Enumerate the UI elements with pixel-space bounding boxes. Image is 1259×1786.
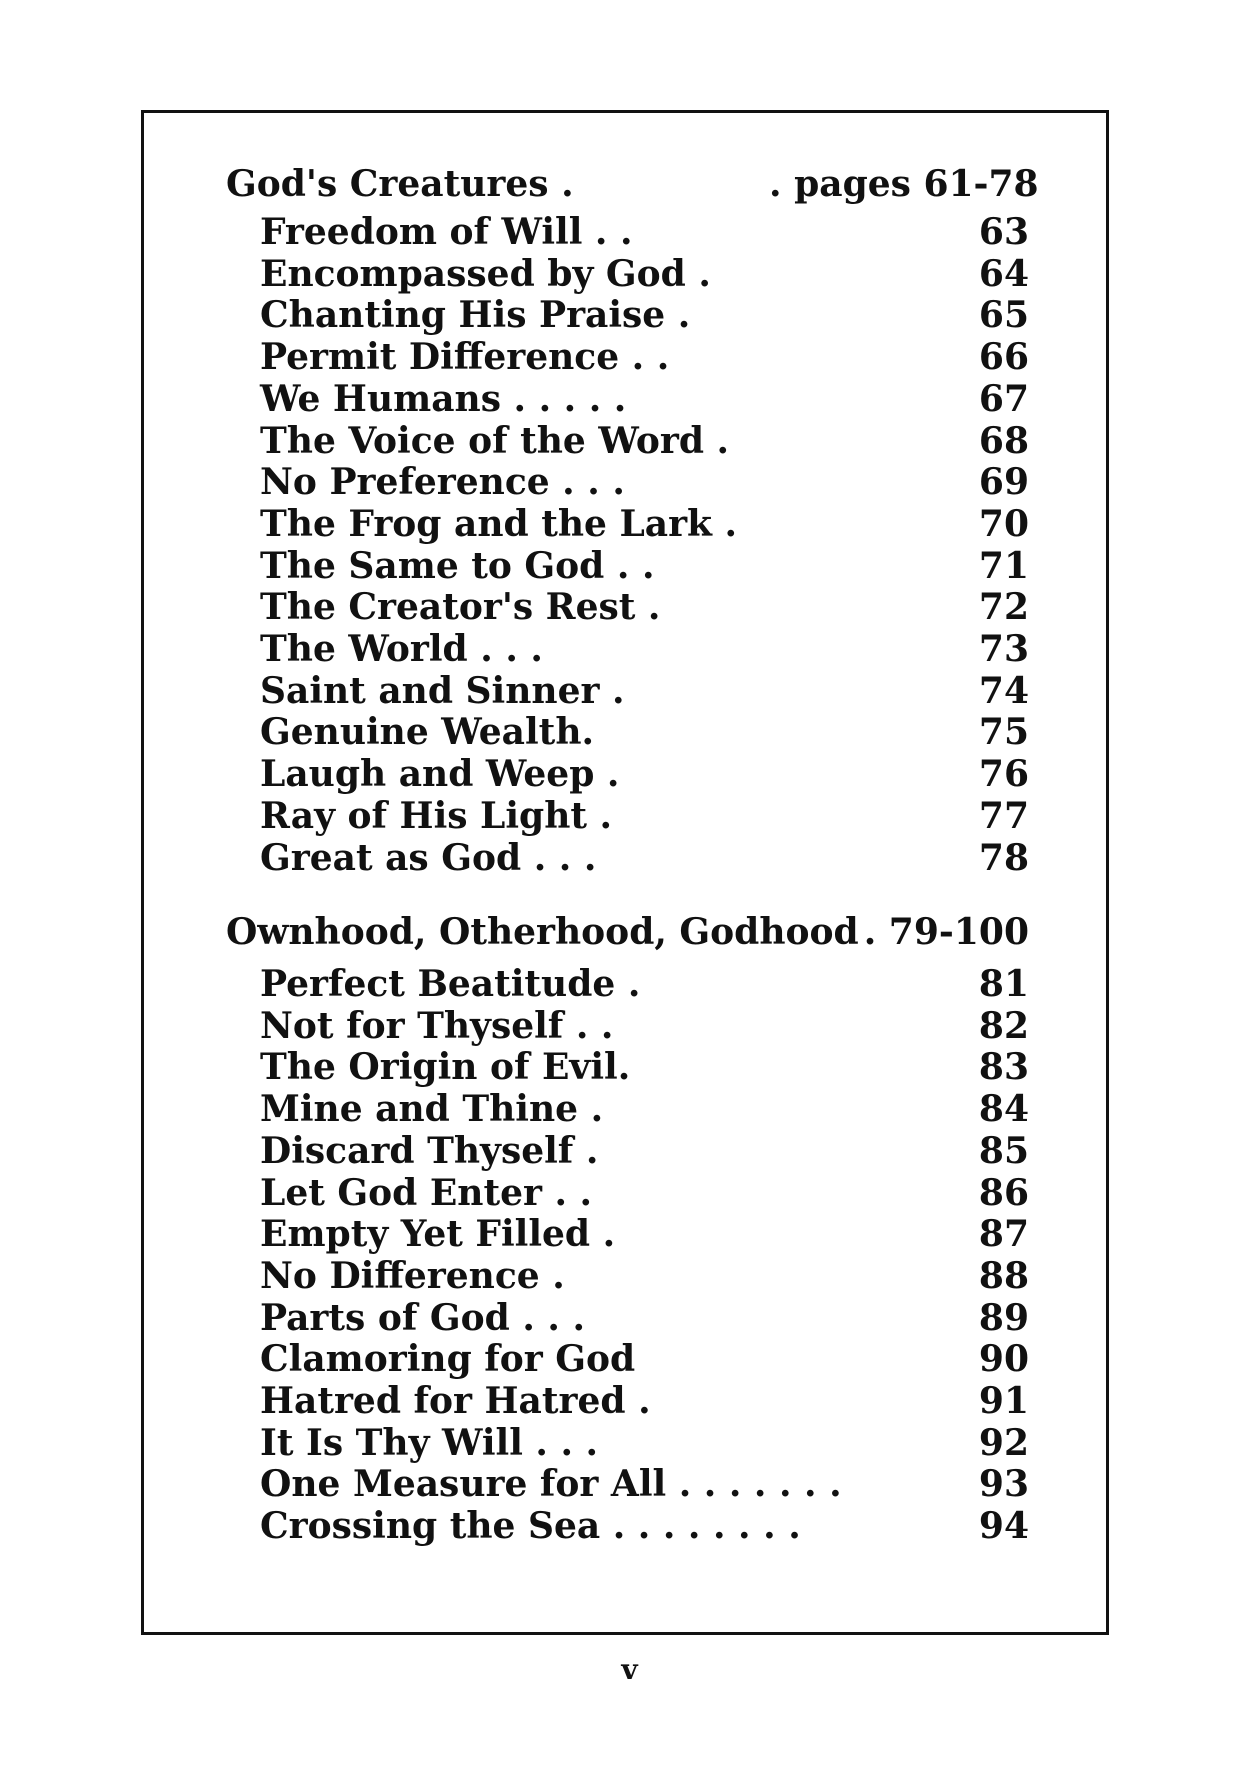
toc-entry-page: 69 — [978, 461, 1029, 503]
toc-entry-title: Crossing the Sea . . . . . . . . — [260, 1505, 801, 1547]
toc-entry-page: 71 — [978, 545, 1029, 587]
toc-entry-title: The Same to God . . — [260, 545, 655, 587]
toc-entry-page: 63 — [978, 211, 1029, 253]
toc-entry-title: Discard Thyself . — [260, 1130, 599, 1172]
toc-entry-title: Empty Yet Filled . — [260, 1213, 616, 1255]
toc-entry-title: One Measure for All . . . . . . . — [260, 1463, 842, 1505]
toc-entry-title: Perfect Beatitude . — [260, 963, 641, 1005]
toc-entry-title: Saint and Sinner . — [260, 670, 625, 712]
toc-entry-page: 91 — [978, 1380, 1029, 1422]
toc-entry-page: 94 — [978, 1505, 1029, 1547]
toc-entry-title: Not for Thyself . . — [260, 1005, 614, 1047]
toc-entry-title: Ray of His Light . — [260, 795, 613, 837]
toc-entry-title: The Creator's Rest . — [260, 586, 661, 628]
toc-entry-page: 72 — [978, 586, 1029, 628]
toc-entry-page: 77 — [978, 795, 1029, 837]
toc-entry-title: The Origin of Evil. — [260, 1046, 631, 1088]
toc-entry-page: 86 — [978, 1172, 1029, 1214]
section-heading: Ownhood, Otherhood, Godhood — [226, 911, 859, 953]
toc-entry-title: The Frog and the Lark . — [260, 503, 738, 545]
toc-entry-page: 83 — [978, 1046, 1029, 1088]
toc-entry-title: Parts of God . . . — [260, 1297, 585, 1339]
toc-entry-page: 76 — [978, 753, 1029, 795]
toc-entry-title: We Humans . . . . . — [260, 378, 627, 420]
toc-entry-page: 74 — [978, 670, 1029, 712]
toc-entry-page: 88 — [978, 1255, 1029, 1297]
toc-entry-page: 87 — [978, 1213, 1029, 1255]
toc-entry-page: 93 — [978, 1463, 1029, 1505]
toc-entry-page: 68 — [978, 420, 1029, 462]
toc-entry-page: 89 — [978, 1297, 1029, 1339]
toc-entry-page: 78 — [978, 837, 1029, 879]
toc-entry-page: 64 — [978, 253, 1029, 295]
toc-entry-title: Freedom of Will . . — [260, 211, 633, 253]
section-heading: God's Creatures . — [226, 163, 574, 205]
section-page-range: . pages 61-78 — [769, 163, 1039, 205]
toc-entry-page: 84 — [978, 1088, 1029, 1130]
toc-entry-title: Hatred for Hatred . — [260, 1380, 651, 1422]
toc-entry-page: 90 — [978, 1338, 1029, 1380]
toc-entry-title: Chanting His Praise . — [260, 294, 691, 336]
section-page-range: . 79-100 — [863, 911, 1029, 953]
toc-entry-title: Clamoring for God — [260, 1338, 636, 1380]
page-folio: v — [621, 1653, 638, 1686]
toc-entry-title: It Is Thy Will . . . — [260, 1422, 599, 1464]
toc-entry-page: 85 — [978, 1130, 1029, 1172]
toc-entry-page: 70 — [978, 503, 1029, 545]
toc-entry-title: Mine and Thine . — [260, 1088, 604, 1130]
toc-entry-title: The Voice of the Word . — [260, 420, 730, 462]
toc-entry-title: Encompassed by God . — [260, 253, 711, 295]
toc-entry-title: Great as God . . . — [260, 837, 597, 879]
toc-entry-page: 66 — [978, 336, 1029, 378]
toc-entry-title: Laugh and Weep . — [260, 753, 620, 795]
toc-entry-page: 73 — [978, 628, 1029, 670]
toc-entry-title: No Difference . — [260, 1255, 565, 1297]
toc-entry-title: Genuine Wealth. — [260, 711, 595, 753]
toc-entry-page: 81 — [978, 963, 1029, 1005]
toc-entry-page: 65 — [978, 294, 1029, 336]
toc-entry-page: 82 — [978, 1005, 1029, 1047]
toc-entry-title: Let God Enter . . — [260, 1172, 593, 1214]
toc-entry-page: 75 — [978, 711, 1029, 753]
toc-entry-page: 67 — [978, 378, 1029, 420]
toc-entry-page: 92 — [978, 1422, 1029, 1464]
toc-entry-title: The World . . . — [260, 628, 543, 670]
toc-entry-title: Permit Difference . . — [260, 336, 670, 378]
toc-entry-title: No Preference . . . — [260, 461, 625, 503]
